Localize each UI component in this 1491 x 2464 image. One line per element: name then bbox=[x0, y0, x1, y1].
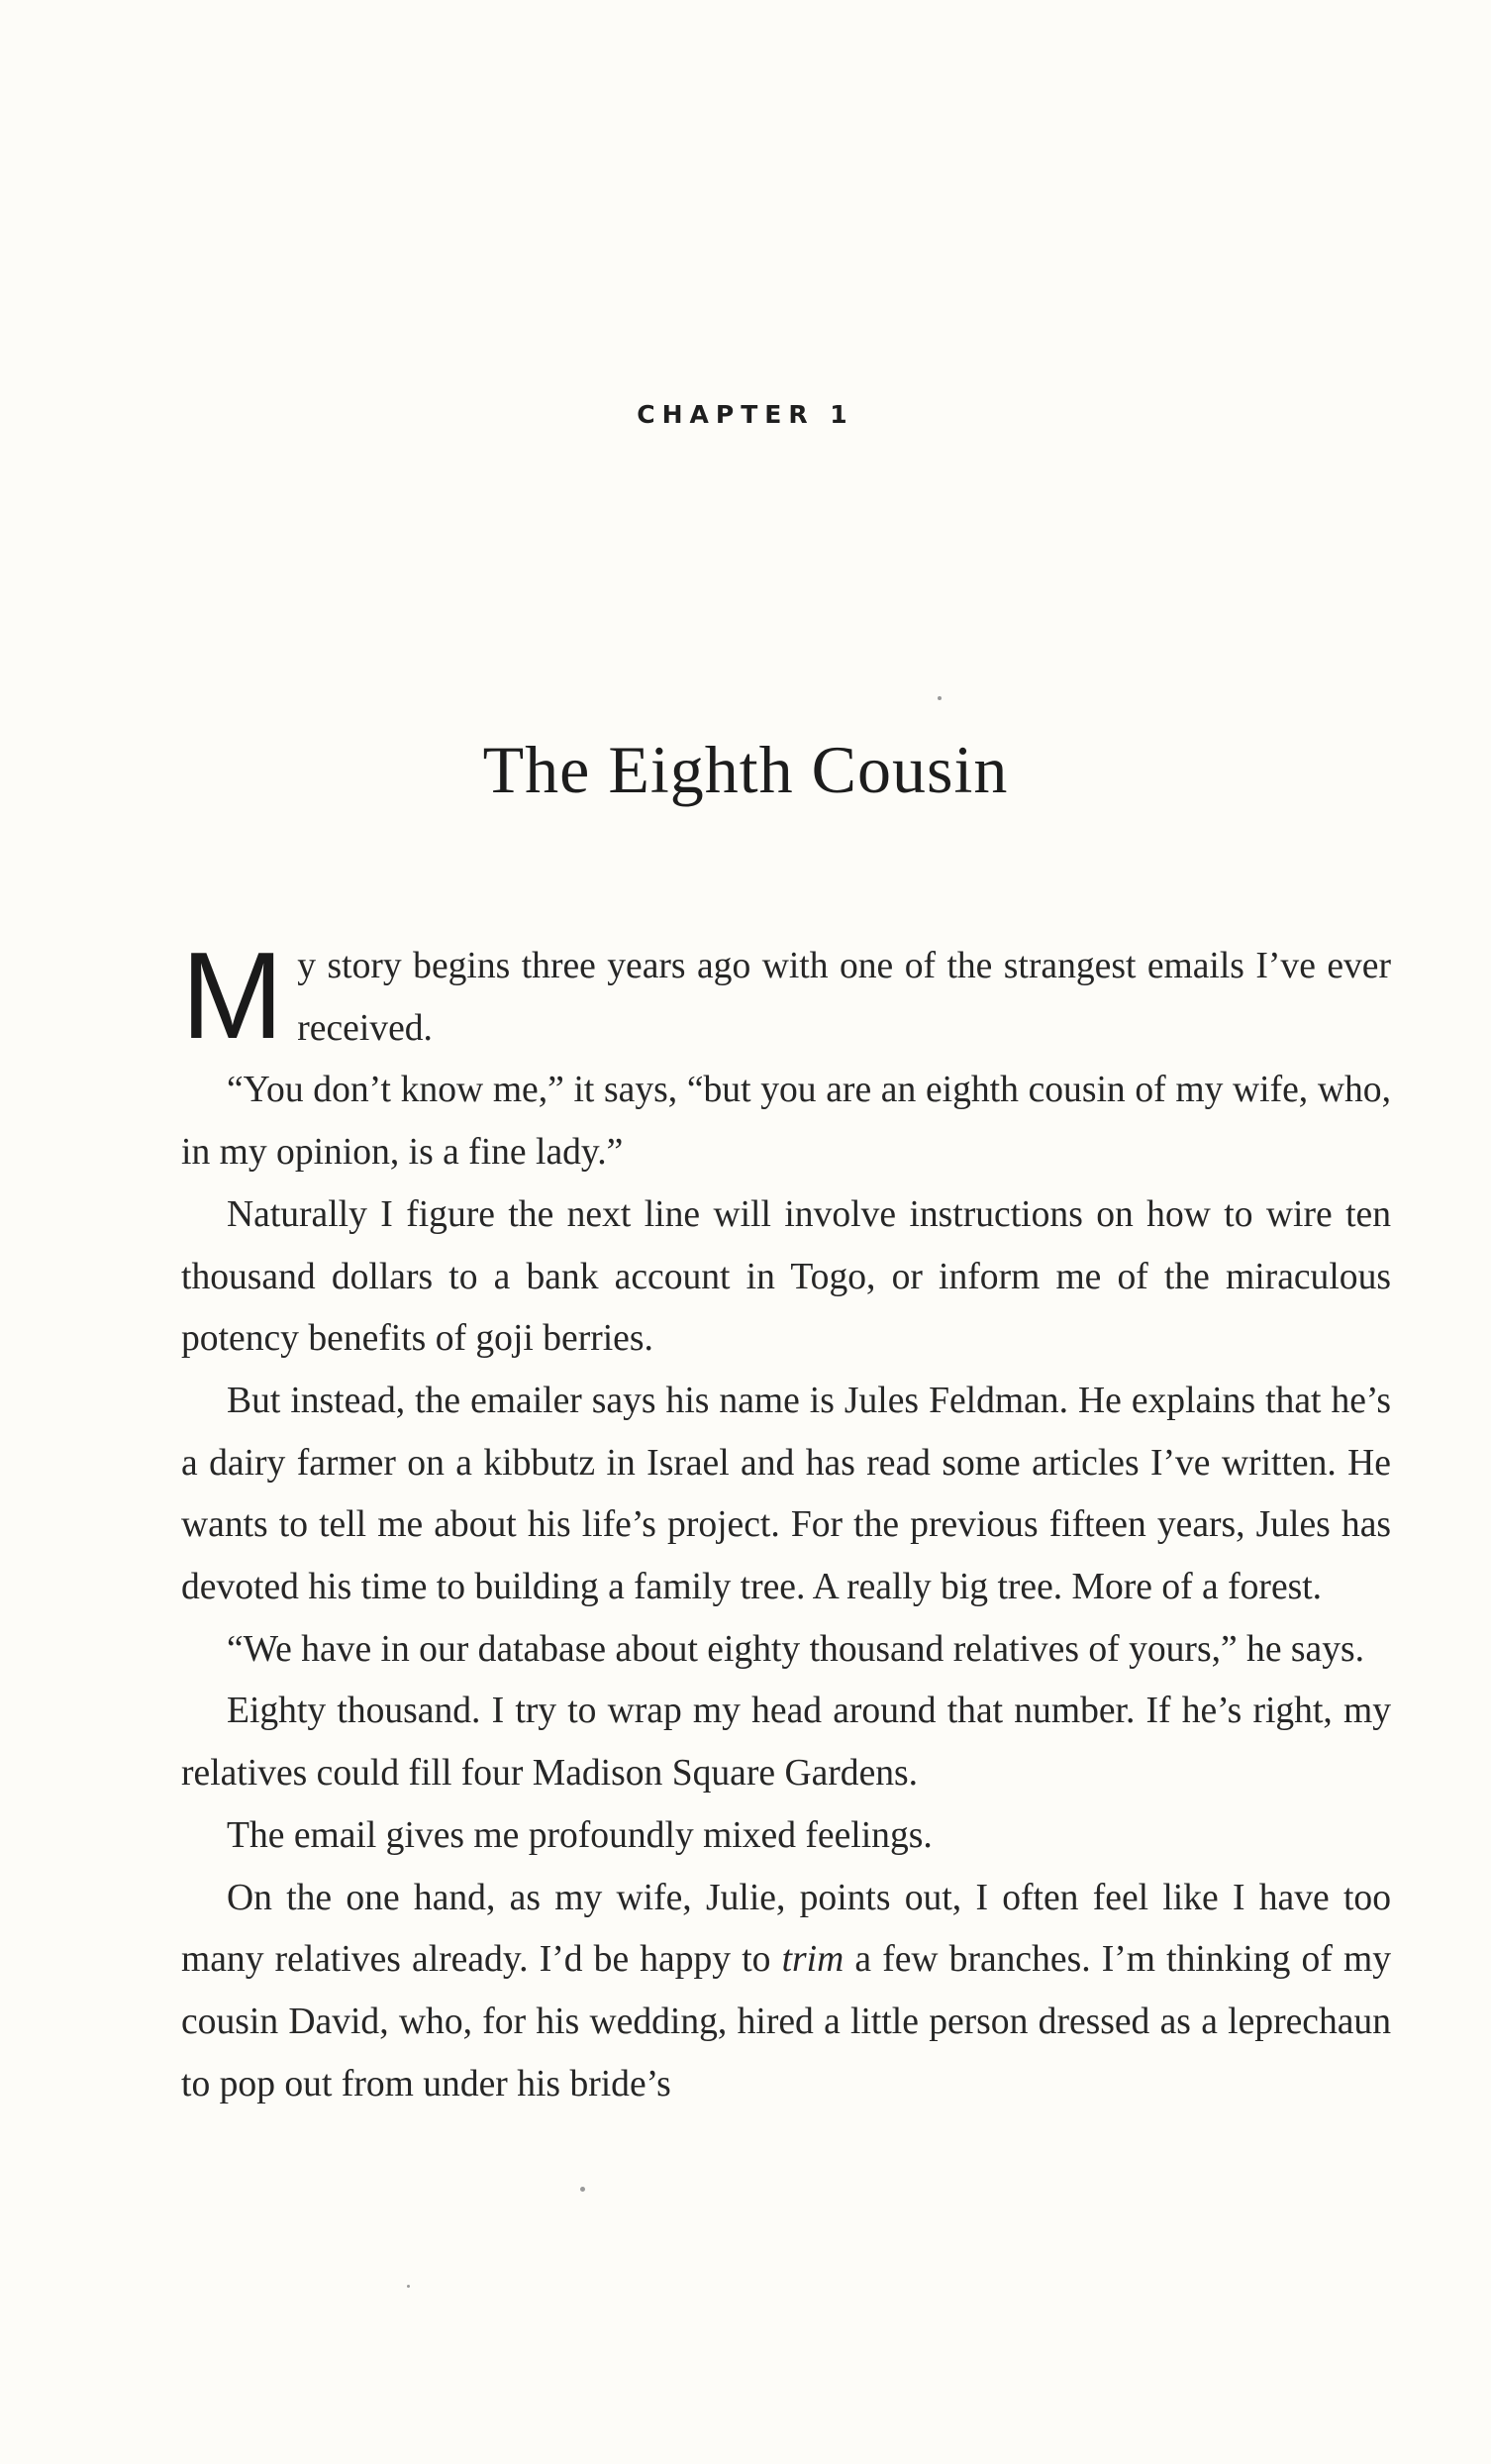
scan-speck bbox=[580, 2187, 585, 2192]
scan-speck bbox=[938, 696, 942, 700]
scan-speck bbox=[407, 2285, 410, 2288]
paragraph-8-text-before: On the one hand, as my wife, Julie, points out, I often feel like I have too many relatives already. I’d be happy to bbox=[181, 1877, 1391, 1981]
paragraph-2: “You don’t know me,” it says, “but you are an eighth cousin of my wife, who, in my opinion, is a fine lady.” bbox=[181, 1070, 1391, 1174]
paragraph-6: Eighty thousand. I try to wrap my head around that number. If he’s right, my relatives could fill four Madison Square Gardens. bbox=[181, 1691, 1391, 1795]
paragraph-5: “We have in our database about eighty thousand relatives of yours,” he says. bbox=[227, 1628, 1365, 1670]
paragraph-1 bbox=[181, 928, 1391, 1065]
chapter-title: The Eighth Cousin bbox=[482, 732, 1009, 807]
body-text bbox=[181, 928, 1391, 2115]
paragraph-8 bbox=[181, 1868, 1391, 2116]
paragraph-1-text: y story begins three years ago with one of the strangest emails I’ve ever received. bbox=[297, 946, 1391, 1049]
chapter-label: CHAPTER 1 bbox=[637, 400, 854, 429]
paragraph-8-text-after: a few branches. I’m thinking of my cousin David, who, for his wedding, hired a little person dressed as a leprechaun to pop out from under his bride’s bbox=[181, 1939, 1391, 2105]
drop-cap: M bbox=[181, 928, 284, 1065]
paragraph-3: Naturally I figure the next line will involve instructions on how to wire ten thousand dollars to a bank account in Togo, or inform me of the miraculous potency benefits of goji berries. bbox=[181, 1193, 1391, 1360]
emphasis-trim: trim bbox=[781, 1939, 845, 1981]
paragraph-4: But instead, the emailer says his name is Jules Feldman. He explains that he’s a dairy farmer on a kibbutz in Israel and has read some articles I’ve written. He wants to tell me about his life’s project. For the previous fifteen years, Jules has devoted his time to building a family tree. A really big tree. More of a forest. bbox=[181, 1380, 1391, 1608]
paragraph-7: The email gives me profoundly mixed feelings. bbox=[227, 1814, 933, 1856]
